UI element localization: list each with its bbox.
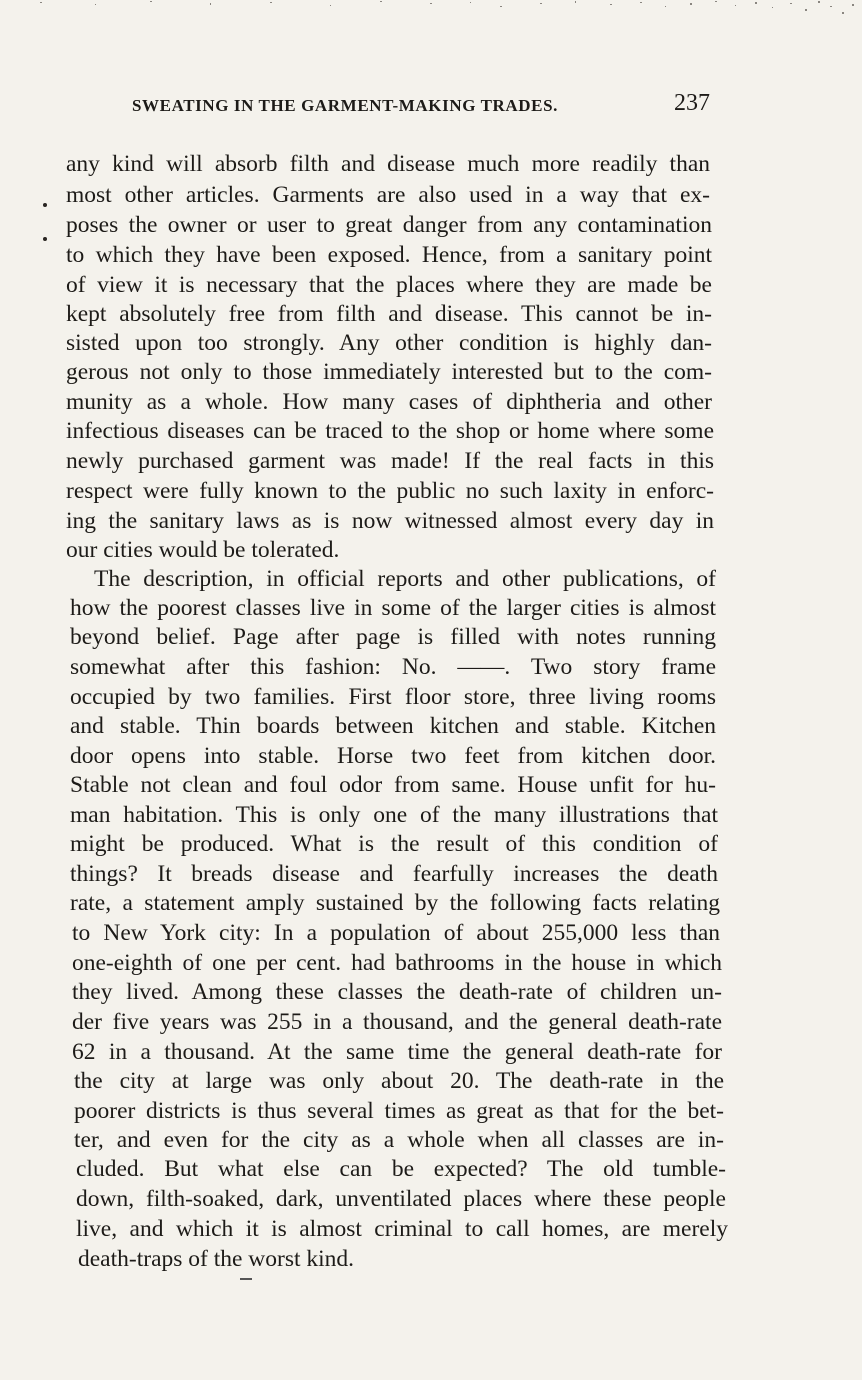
text-line: things? It breads disease and fearfully increases the death — [70, 861, 718, 887]
text-line: down, filth-soaked, dark, unventilated places where these people — [76, 1186, 726, 1212]
text-line: der five years was 255 in a thousand, and the general death-rate — [72, 1009, 722, 1035]
text-line: of view it is necessary that the places where they are made be — [66, 272, 712, 298]
text-line: our cities would be tolerated. — [66, 537, 340, 563]
text-line: The description, in official reports and other publications, of — [94, 566, 716, 592]
text-line: they lived. Among these classes the death-rate of children un- — [72, 979, 722, 1005]
text-line: door opens into stable. Horse two feet from kitchen door. — [70, 743, 716, 769]
text-line: munity as a whole. How many cases of diphtheria and other — [66, 389, 712, 415]
text-line: rate, a statement amply sustained by the following facts relating — [70, 890, 720, 916]
text-line: one-eighth of one per cent. had bathrooms in the house in which — [72, 950, 722, 976]
text-line: newly purchased garment was made! If the real facts in this — [66, 448, 714, 474]
text-line: beyond belief. Page after page is filled with notes running — [70, 624, 716, 650]
text-line: respect were fully known to the public no such laxity in enforc- — [66, 478, 714, 504]
footer-rule — [240, 1278, 252, 1280]
text-line: ing the sanitary laws as is now witnessed almost every day in — [66, 508, 714, 534]
text-line: to New York city: In a population of about 255,000 less than — [72, 920, 720, 946]
text-line: kept absolutely free from filth and disease. This cannot be in- — [66, 301, 712, 327]
text-line: occupied by two families. First floor store, three living rooms — [70, 684, 716, 710]
text-line: any kind will absorb filth and disease much more readily than — [66, 151, 710, 177]
text-line: death-traps of the worst kind. — [78, 1246, 355, 1272]
page-number: 237 — [674, 90, 710, 116]
text-line: might be produced. What is the result of this condition of — [70, 831, 718, 857]
text-line: 62 in a thousand. At the same time the general death-rate for — [72, 1039, 722, 1065]
text-line: poorer districts is thus several times as great as that for the bet- — [74, 1098, 724, 1124]
text-line: ter, and even for the city as a whole when all classes are in- — [74, 1127, 724, 1153]
text-line: to which they have been exposed. Hence, from a sanitary point — [66, 242, 712, 268]
text-line: man habitation. This is only one of the many illustrations that — [70, 802, 718, 828]
text-line: infectious diseases can be traced to the shop or home where some — [66, 418, 714, 444]
text-line: sisted upon too strongly. Any other condition is highly dan- — [66, 330, 712, 356]
text-line: how the poorest classes live in some of the larger cities is almost — [70, 595, 716, 621]
text-line: poses the owner or user to great danger from any contamination — [66, 212, 712, 238]
text-line: and stable. Thin boards between kitchen and stable. Kitchen — [70, 713, 716, 739]
text-line: live, and which it is almost criminal to call homes, are merely — [76, 1216, 728, 1242]
running-head: SWEATING IN THE GARMENT-MAKING TRADES. — [132, 96, 558, 115]
text-line: most other articles. Garments are also used in a way that ex- — [66, 182, 710, 208]
text-line: the city at large was only about 20. The death-rate in the — [74, 1068, 724, 1094]
text-line: Stable not clean and foul odor from same. House unfit for hu- — [70, 772, 716, 798]
text-line: cluded. But what else can be expected? The old tumble- — [76, 1156, 726, 1182]
text-line: gerous not only to those immediately interested but to the com- — [66, 359, 712, 385]
text-line: somewhat after this fashion: No. ——. Two story frame — [70, 654, 716, 680]
